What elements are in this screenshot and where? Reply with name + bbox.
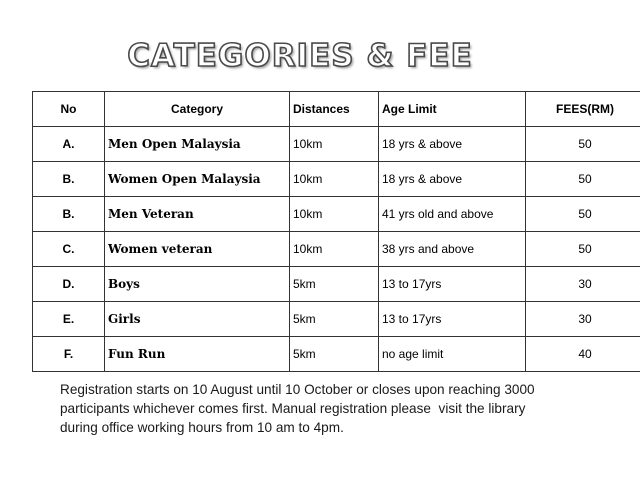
cell-fee: 30 — [526, 302, 640, 337]
cell-age-limit: no age limit — [379, 337, 526, 372]
cell-age-limit: 18 yrs & above — [379, 162, 526, 197]
table-header-row — [33, 92, 640, 127]
cell-no: F. — [33, 337, 105, 372]
cell-fee: 40 — [526, 337, 640, 372]
cell-fee: 50 — [526, 127, 640, 162]
cell-age-limit: 38 yrs and above — [379, 232, 526, 267]
note-line: participants whichever comes first. Manual registration please visit the library — [60, 401, 526, 416]
cell-no: D. — [33, 267, 105, 302]
header-fees: FEES(RM) — [526, 92, 640, 127]
cell-category: Girls — [105, 302, 290, 337]
header-category: Category — [105, 92, 290, 127]
cell-no: A. — [33, 127, 105, 162]
cell-distance: 5km — [290, 302, 379, 337]
header-age-limit: Age Limit — [379, 92, 526, 127]
cell-age-limit: 13 to 17yrs — [379, 267, 526, 302]
cell-category: Women Open Malaysia — [105, 162, 290, 197]
note-line: Registration starts on 10 August until 10 October or closes upon reaching 3000 — [60, 382, 535, 397]
cell-fee: 30 — [526, 267, 640, 302]
cell-distance: 10km — [290, 197, 379, 232]
cell-no: B. — [33, 162, 105, 197]
page-title: CATEGORIES & FEE — [127, 38, 473, 74]
cell-fee: 50 — [526, 162, 640, 197]
registration-note — [60, 380, 630, 437]
cell-no: B. — [33, 197, 105, 232]
cell-category: Fun Run — [105, 337, 290, 372]
table-row — [33, 162, 640, 197]
cell-no: C. — [33, 232, 105, 267]
cell-distance: 10km — [290, 162, 379, 197]
table-row — [33, 232, 640, 267]
header-no: No — [33, 92, 105, 127]
cell-distance: 10km — [290, 232, 379, 267]
cell-age-limit: 13 to 17yrs — [379, 302, 526, 337]
table-row — [33, 197, 640, 232]
cell-category: Men Open Malaysia — [105, 127, 290, 162]
cell-category: Women veteran — [105, 232, 290, 267]
cell-age-limit: 18 yrs & above — [379, 127, 526, 162]
cell-age-limit: 41 yrs old and above — [379, 197, 526, 232]
table-row — [33, 337, 640, 372]
note-line: during office working hours from 10 am to 4pm. — [60, 420, 344, 435]
cell-distance: 5km — [290, 267, 379, 302]
cell-distance: 10km — [290, 127, 379, 162]
table-row — [33, 302, 640, 337]
header-distances: Distances — [290, 92, 379, 127]
cell-distance: 5km — [290, 337, 379, 372]
categories-fee-table — [32, 91, 640, 372]
cell-category: Boys — [105, 267, 290, 302]
cell-fee: 50 — [526, 197, 640, 232]
table-row — [33, 127, 640, 162]
cell-category: Men Veteran — [105, 197, 290, 232]
table-row — [33, 267, 640, 302]
cell-no: E. — [33, 302, 105, 337]
cell-fee: 50 — [526, 232, 640, 267]
